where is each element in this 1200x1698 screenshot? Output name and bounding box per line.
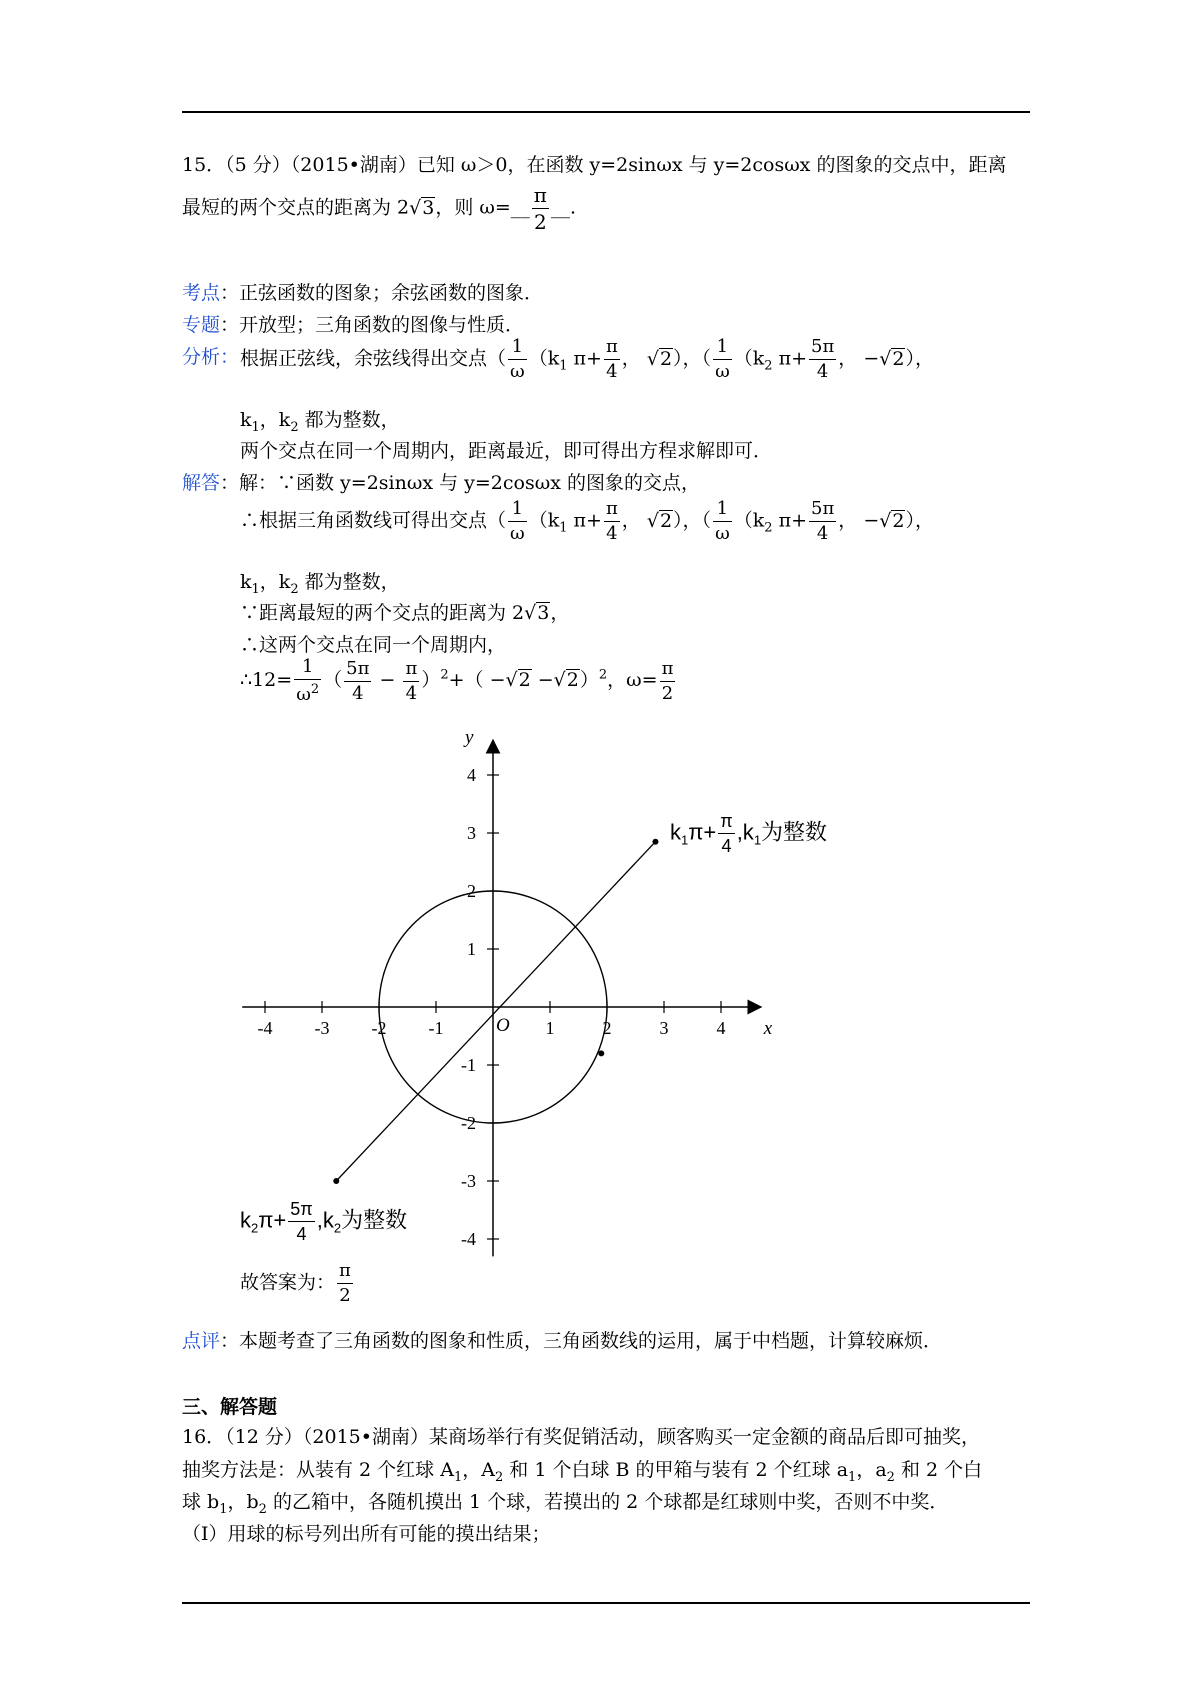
line-end-point [652, 839, 658, 845]
q16-line1: 16．（12 分）（2015•湖南）某商场举行有奖促销活动，顾客购买一定金额的商品后即可抽奖， [182, 1426, 980, 1448]
q15-line1: 15．（5 分）（2015•湖南）已知 ω＞0，在函数 y=2sinωx 与 y=2cosωx 的图象的交点中，距离 [182, 154, 1007, 176]
x-axis-label: x [763, 1018, 773, 1039]
y-tick-label: 4 [467, 765, 476, 785]
kaodian-line: 考点：正弦函数的图象；余弦函数的图象． [182, 282, 544, 304]
q16-line4: （Ⅰ）用球的标号列出所有可能的摸出结果； [182, 1523, 551, 1545]
jieda-label: 解答 [182, 472, 221, 494]
annotation-top: $k_1\pi+$ $\frac{\pi}{4}$ $,k_1$为整数 [670, 811, 828, 856]
zhuanti-line: 专题：开放型；三角函数的图像与性质． [182, 314, 525, 336]
x-tick-label: -3 [314, 1018, 330, 1038]
fenxi-label-line: 分析： [182, 346, 240, 368]
x-tick-label: 4 [716, 1018, 726, 1038]
dianping-label: 点评 [182, 1330, 221, 1352]
final-answer: 故答案为： $\frac{\pi}{2}$ [240, 1260, 351, 1306]
y-tick-label: -1 [461, 1055, 476, 1075]
y-tick-label: -4 [461, 1229, 476, 1249]
q16-line2: 抽奖方法是：从装有 2 个红球 $A_1$，$A_2$ 和 1 个白球 B 的甲箱与装有 2 个红球 $a_1$，$a_2$ 和 2 个白 [182, 1459, 983, 1485]
zhuanti-label: 专题 [182, 314, 221, 336]
q16-line3: 球 $b_1$，$b_2$ 的乙箱中，各随机摸出 1 个球，若摸出的 2 个球都是红球则中奖，否则不中奖． [182, 1491, 949, 1517]
fenxi-line2: 两个交点在同一个周期内，距离最近，即可得出方程求解即可． [240, 440, 773, 462]
fenxi-k-line: $k_1$，$k_2$ 都为整数， [240, 409, 400, 435]
answer-fraction: $\frac{\pi}{2}$ [533, 183, 547, 234]
fenxi-formula-line: 根据正弦线，余弦线得出交点（ $\frac{1}{\omega}$ （$k_1$ π+ $\frac{\pi}{4}$ ， √2），（ $\frac{1}{\omega}$ （$k_2$ π+ $\frac{5\pi}{4}$ ， −√2）， [240, 336, 934, 382]
dianping-line: 点评：本题考查了三角函数的图象和性质，三角函数线的运用，属于中档题，计算较麻烦． [182, 1330, 943, 1352]
bottom-rule [182, 1602, 1030, 1604]
graph-layer [242, 727, 773, 1256]
x-tick-label: -4 [257, 1018, 273, 1038]
fenxi-label: 分析 [182, 346, 221, 368]
jieda-line3: ∵距离最短的两个交点的距离为 2√3， [240, 602, 570, 624]
jieda-line1: 解答：解：∵函数 y=2sinωx 与 y=2cosωx 的图象的交点， [182, 472, 700, 494]
section-title: 三、解答题 [182, 1396, 278, 1418]
sqrt-3: √3 [409, 196, 435, 219]
jieda-equation: ∴12= $\frac{1}{\omega^2}$ （ $\frac{5\pi}{4}$ − $\frac{\pi}{4}$ ）$^2+( -√2 -√2)^2$，ω= $\frac{\pi}{2}$ [240, 656, 674, 705]
origin-label: O [496, 1015, 510, 1036]
marked-point [598, 1050, 604, 1056]
x-tick-label: 2 [602, 1018, 612, 1038]
y-tick-label: 1 [467, 939, 476, 959]
y-tick-label: -2 [461, 1113, 476, 1133]
y-axis-label: y [465, 727, 474, 749]
jieda-formula-line: ∴根据三角函数线可得出交点（ $\frac{1}{\omega}$ （$k_1$ π+ $\frac{\pi}{4}$ ， √2），（ $\frac{1}{\omega}$ （$k_2$ π+ $\frac{5\pi}{4}$ ， −√2）， [240, 498, 934, 544]
y-tick-label: 2 [467, 881, 476, 901]
annotation-bottom: $k_2\pi+$ $\frac{5\pi}{4}$ $,k_2$为整数 [240, 1199, 408, 1244]
kaodian-label: 考点 [182, 282, 221, 304]
x-tick-label: 3 [659, 1018, 669, 1038]
q15-line2: 最短的两个交点的距离为 2√3，则 ω=__ $\frac{\pi}{2}$ __. [182, 183, 576, 234]
x-tick-label: -1 [428, 1018, 444, 1038]
y-tick-label: -3 [461, 1171, 476, 1191]
x-tick-label: 1 [545, 1018, 555, 1038]
jieda-line4: ∴这两个交点在同一个周期内， [240, 634, 507, 656]
jieda-k-line: $k_1$，$k_2$ 都为整数， [240, 571, 400, 597]
y-tick-label: 3 [467, 823, 476, 843]
top-rule [182, 111, 1030, 113]
x-tick-label: -2 [371, 1018, 387, 1038]
line-end-point [333, 1178, 339, 1184]
